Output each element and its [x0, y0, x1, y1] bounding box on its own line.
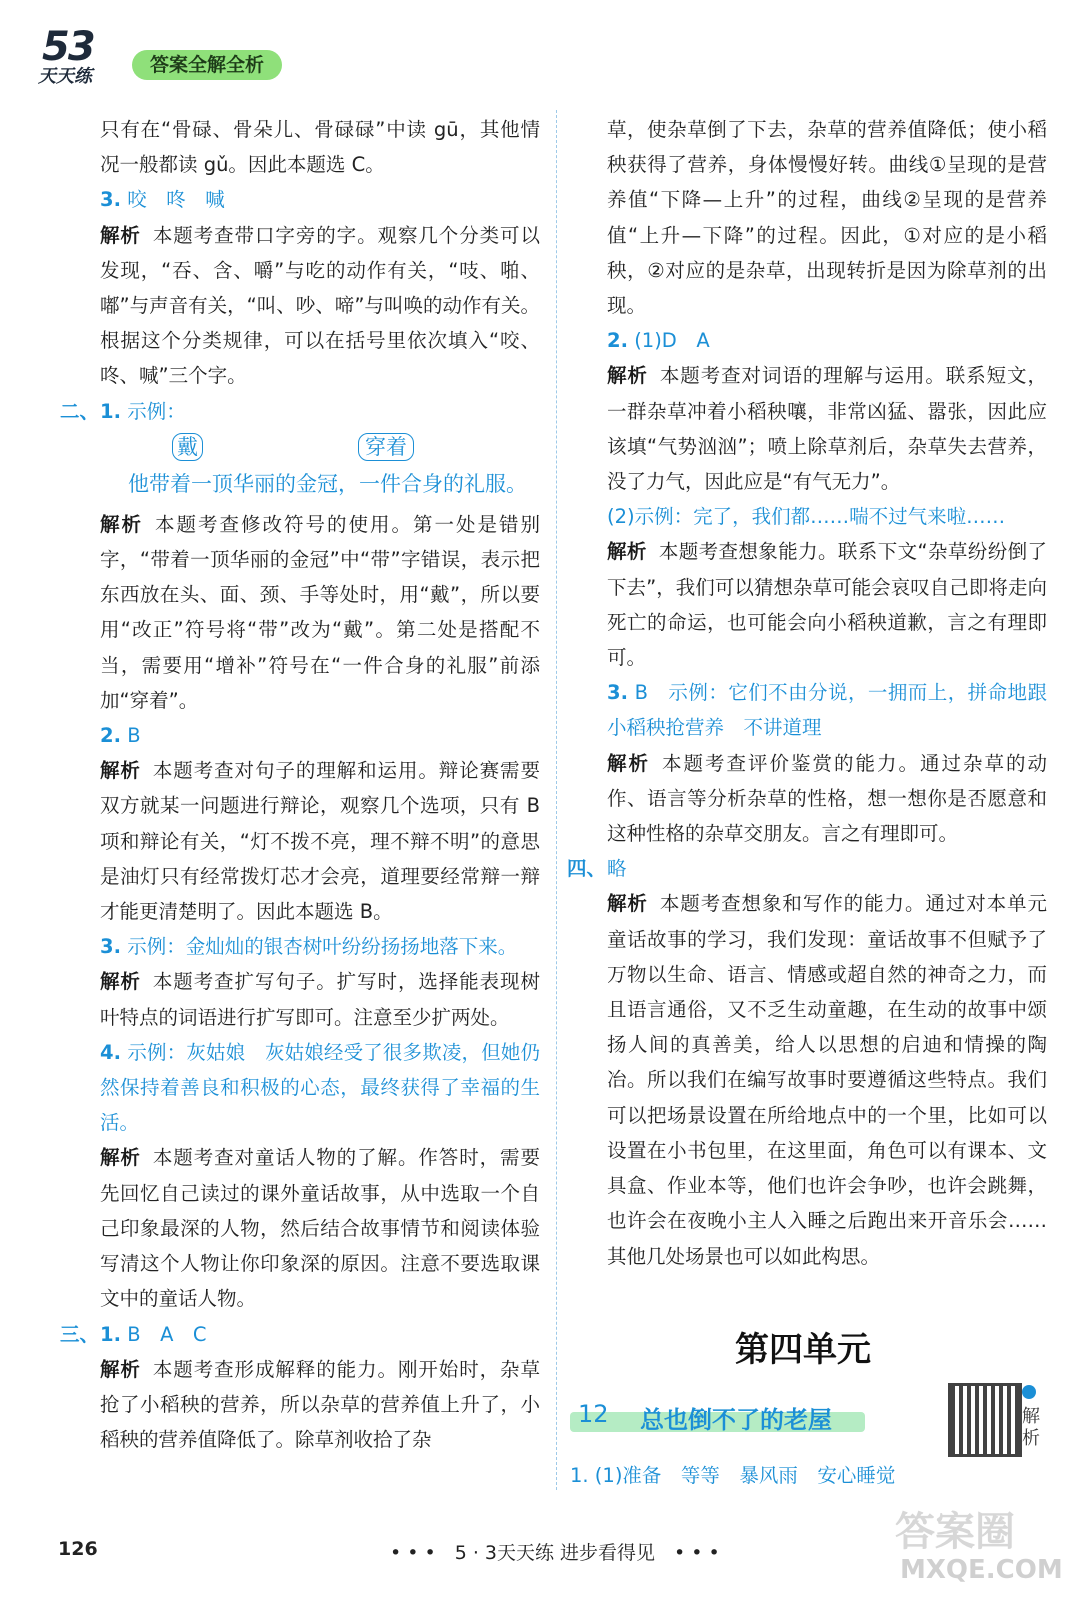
question-number: 1.	[100, 399, 121, 423]
analysis	[607, 886, 1047, 1273]
analysis	[607, 746, 1047, 852]
page-number: 126	[58, 1538, 98, 1560]
answer-line	[60, 394, 540, 429]
lesson-number: 12	[578, 1400, 609, 1428]
analysis-text: 本题考查想象和写作的能力。通过对本单元童话故事的学习，我们发现：童话故事不但赋予了万物以生命、语言、情感或超自然的神奇之力，而且语言通俗，又不乏生动童趣，在生动的故事中颂扬人间的真善美，给人以思想的启迪和情操的陶冶。所以我们在编写故事时要遵循这些特点。我们可以把场景设置在所给地点中的一个里，比如可以设置在小书包里，在这里面，角色可以有课本、文具盒、作业本等，他们也许会争吵，也许会跳舞，也许会在夜晚小主人入睡之后跑出来开音乐会……其他几处场景也可以如此构思。	[607, 892, 1047, 1268]
section-marker: 四、	[567, 857, 607, 881]
lesson-heading	[570, 1400, 870, 1434]
analysis-text: 本题考查形成解释的能力。刚开始时，杂草抢了小稻秧的营养，所以杂草的营养值上升了，小稻秧的营养值降低了。除草剂收拾了杂	[100, 1357, 540, 1452]
analysis	[100, 753, 540, 929]
analysis-label: 解析	[607, 540, 647, 564]
question-number: 2.	[100, 724, 121, 748]
answer-text: (1)D A	[634, 329, 710, 353]
analysis-label: 解析	[100, 512, 143, 536]
answer-line	[607, 675, 1047, 745]
qr-label: 解析	[1022, 1406, 1040, 1449]
left-column	[60, 112, 540, 1457]
analysis-text: 本题考查对童话人物的了解。作答时，需要先回忆自己读过的课外童话故事，从中选取一个自己印象最深的人物，然后结合故事情节和阅读体验写清这个人物让你印象深的原因。注意不要选取课文中的童话人物。	[100, 1146, 540, 1311]
answer-text: 示例：金灿灿的银杏树叶纷纷扬扬地落下来。	[127, 935, 518, 959]
analysis-text: 本题考查带口字旁的字。观察几个分类可以发现，“吞、含、嚼”与吃的动作有关，“吱、啪、嘟”与声音有关，“叫、吵、啼”与叫唤的动作有关。根据这个分类规律，可以在括号里依次填入“咬、咚、喊”三个字。	[100, 223, 540, 388]
question-number: 3.	[607, 681, 628, 705]
question-number: 4.	[100, 1040, 121, 1064]
analysis	[100, 964, 540, 1034]
analysis-text: 本题考查修改符号的使用。第一处是错别字，“带着一顶华丽的金冠”中“带”字错误，表示把东西放在头、面、颈、手等处时，用“戴”，所以要用“改正”符号将“带”改为“戴”。第二处是搭配不当，需要用“增补”符号在“一件合身的礼服”前添加“穿着”。	[100, 512, 540, 712]
analysis-label: 解析	[607, 751, 650, 775]
answer-line: 1. (1)准备 等等 暴风雨 安心睡觉	[570, 1464, 896, 1487]
footer-slogan: • • • 5 · 3天天练 进步看得见 • • •	[390, 1542, 720, 1564]
correction-figure	[100, 429, 540, 507]
analysis	[607, 534, 1047, 675]
qr-code-icon[interactable]	[948, 1383, 1022, 1457]
correction-mark: 戴	[172, 433, 203, 461]
answer-line	[607, 323, 1047, 358]
lesson-title: 总也倒不了的老屋	[640, 1406, 832, 1434]
answer-text: B A C	[127, 1322, 207, 1346]
watermark-logo: 答案圈	[895, 1509, 1015, 1555]
answer-text: 示例：灰姑娘 灰姑娘经受了很多欺凌，但她仍然保持着善良和积极的心态，最终获得了幸福的生活。	[100, 1040, 540, 1135]
answer-line	[567, 851, 1047, 886]
watermark-url: MXQE.COM	[900, 1555, 1063, 1585]
answer-text: 略	[607, 857, 627, 881]
analysis-text: 本题考查评价鉴赏的能力。通过杂草的动作、语言等分析杂草的性格，想一想你是否愿意和这种性格的杂草交朋友。言之有理即可。	[607, 751, 1047, 846]
question-number: 3.	[100, 188, 121, 212]
answer-line	[100, 182, 540, 217]
question-number: 1.	[100, 1322, 121, 1346]
paragraph: 草，使杂草倒了下去，杂草的营养值降低；使小稻秧获得了营养，身体慢慢好转。曲线①呈现的是营养值“下降—上升”的过程，曲线②呈现的是营养值“上升—下降”的过程。因此，①对应的是小稻秧，②对应的是杂草，出现转折是因为除草剂的出现。	[607, 118, 1047, 318]
analysis	[100, 218, 540, 394]
answer-text: B	[127, 724, 141, 748]
question-number: 2.	[607, 329, 628, 353]
answer-line	[100, 1035, 540, 1141]
page-header	[36, 22, 436, 92]
paragraph: 只有在“骨碌、骨朵儿、骨碌碌”中读 gū，其他情况一般都读 gǔ。因此本题选 C。	[100, 118, 540, 177]
header-title: 答案全解全析	[132, 50, 282, 80]
answer-line	[100, 718, 540, 753]
right-column	[567, 112, 1047, 1274]
analysis-label: 解析	[100, 1357, 141, 1381]
analysis	[100, 1140, 540, 1316]
answer-text: (2)示例：完了，我们都……喘不过气来啦……	[607, 505, 1006, 529]
play-icon	[1022, 1385, 1036, 1399]
section-marker: 三、	[60, 1322, 100, 1346]
analysis-label: 解析	[100, 223, 141, 247]
answer-line	[100, 929, 540, 964]
answer-text: B 示例：它们不由分说，一拥而上，拼命地跟小稻秧抢营养 不讲道理	[607, 681, 1047, 740]
analysis-text: 本题考查对句子的理解和运用。辩论赛需要双方就某一问题进行辩论，观察几个选项，只有 B 项和辩论有关，“灯不拨不亮，理不辩不明”的意思是油灯只有经常拨灯芯才会亮，道理要经常辩一辩才能更清楚明了。因此本题选 B。	[100, 759, 540, 924]
answer-text: 示例：	[127, 399, 186, 423]
answer-text: 咬 咚 喊	[127, 188, 225, 212]
brand-logo: 53 天天练	[38, 24, 94, 87]
section-marker: 二、	[60, 399, 100, 423]
analysis-label: 解析	[100, 759, 141, 783]
analysis-text: 本题考查对词语的理解与运用。联系短文，一群杂草冲着小稻秧嚷，非常凶猛、嚣张，因此应该填“气势汹汹”；喷上除草剂后，杂草失去营养，没了力气，因此应是“有气无力”。	[607, 364, 1047, 494]
analysis	[100, 1352, 540, 1458]
column-divider	[556, 110, 557, 1490]
analysis-text: 本题考查扩写句子。扩写时，选择能表现树叶特点的词语进行扩写即可。注意至少扩两处。	[100, 970, 540, 1029]
analysis-label: 解析	[100, 1146, 141, 1170]
analysis-text: 本题考查想象能力。联系下文“杂草纷纷倒了下去”，我们可以猜想杂草可能会哀叹自己即将走向死亡的命运，也可能会向小稻秧道歉，言之有理即可。	[607, 540, 1047, 670]
unit-title: 第四单元	[735, 1330, 871, 1370]
figure-sentence: 他带着一顶华丽的金冠，一件合身的礼服。	[128, 471, 527, 496]
analysis	[607, 358, 1047, 499]
analysis	[100, 507, 540, 718]
insertion-mark: 穿着	[358, 433, 414, 461]
answer-line	[60, 1317, 540, 1352]
analysis-label: 解析	[100, 970, 141, 994]
question-number: 3.	[100, 935, 121, 959]
analysis-label: 解析	[607, 892, 648, 916]
analysis-label: 解析	[607, 364, 648, 388]
